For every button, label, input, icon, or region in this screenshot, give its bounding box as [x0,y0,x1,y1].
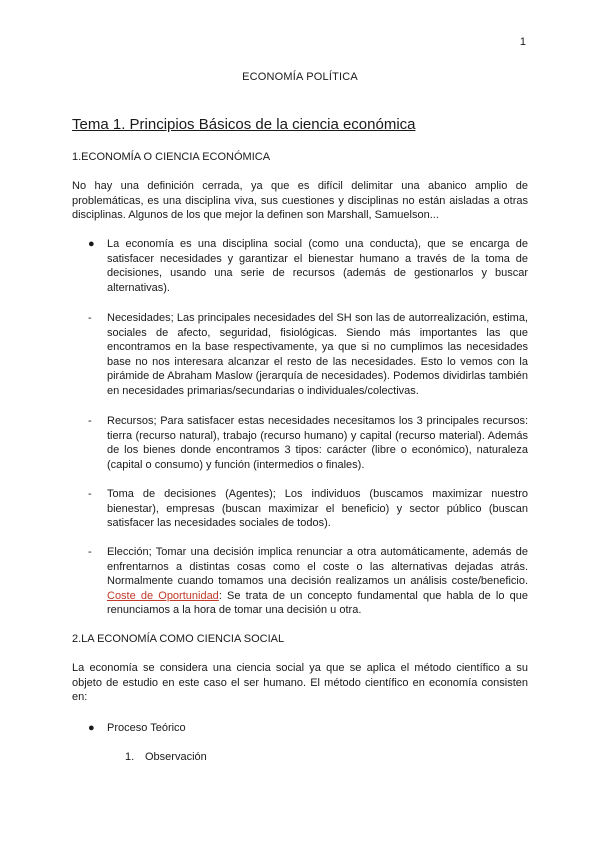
eleccion-text: Elección; Tomar una decisión implica renunciar a otra automáticamente, además de enfrentarnos a distintas cosas como el coste o las alternativas dejadas atrás. Normalmente cuando tomamos una decisión realizamos un análisis coste/beneficio. [107,546,528,588]
bullet-text: Proceso Teórico [107,722,186,734]
eleccion-after-link: : Se trata de un concepto fundamental que habla de lo que renunciamos a la hora de tomar una decisión u otra. [107,589,528,617]
section-heading-2: 2.LA ECONOMÍA COMO CIENCIA SOCIAL [72,633,285,645]
numbered-item-observacion [125,751,207,763]
dash-marker: - [88,488,92,500]
number-marker: 1. [125,751,135,763]
dash-item-toma-decisiones [88,487,528,531]
tema-heading: Tema 1. Principios Básicos de la ciencia económica [72,116,416,133]
dash-marker: - [88,546,92,558]
bullet-marker: ● [88,238,95,250]
bullet-item-proceso-teorico [88,721,528,736]
page-number: 1 [519,36,526,48]
dash-item-necesidades [88,311,528,399]
dash-marker: - [88,312,92,324]
document-title: ECONOMÍA POLÍTICA [242,71,358,83]
dash-item-recursos [88,414,528,472]
bullet-text: La economía es una disciplina social (como una conducta), que se encarga de satisfacer necesidades y garantizar el bienestar humano a través de la toma de decisiones, usando una serie de recursos (además de gestionarlos y buscar alternativas). [107,238,528,294]
coste-oportunidad-link[interactable]: Coste de Oportunidad [107,589,219,602]
dash-item-eleccion [88,545,528,618]
s2-paragraph: La economía se considera una ciencia social ya que se aplica el método científico a su objeto de estudio en este caso el ser humano. El método científico en economía consisten en: [72,662,528,704]
dash-marker: - [88,415,92,427]
dash-text: Recursos; Para satisfacer estas necesidades necesitamos los 3 principales recursos: tierra (recurso natural), trabajo (recurso humano) y capital (recurso material). Además de los bienes donde encontramos 3 tipos: carácter (libre o económico), naturaleza (capital o consumo) y función (intermedios o finales). [107,415,528,471]
bullet-item-economia [88,237,528,295]
dash-text: Necesidades; Las principales necesidades del SH son las de autorrealización, estima, sociales de afecto, seguridad, fisiológicas. Siendo más importantes las que encontramos en la base respectivamente, ya que si no cumplimos las necesidades base no nos interesara alcanzar el resto de las necesidades. Esto lo vemos con la pirámide de Abraham Maslow (jerarquía de necesidades). Podemos dividirlas también en necesidades primarias/secundarias o individuales/colectivas. [107,312,528,397]
section-heading-1: 1.ECONOMÍA O CIENCIA ECONÓMICA [72,151,271,163]
intro-paragraph: No hay una definición cerrada, ya que es difícil delimitar una abanico amplio de problemáticas, es una disciplina viva, sus cuestiones y disciplinas no están aisladas a otras disciplinas. Algunos de los que mejor la definen son Marshall, Samuelson... [72,180,528,222]
dash-text [107,545,528,618]
numbered-text: Observación [145,751,207,763]
bullet-marker: ● [88,722,95,734]
dash-text: Toma de decisiones (Agentes); Los individuos (buscamos maximizar nuestro bienestar), empresas (buscan maximizar el beneficio) y sector público (buscan satisfacer las necesidades sociales de todos). [107,488,528,530]
